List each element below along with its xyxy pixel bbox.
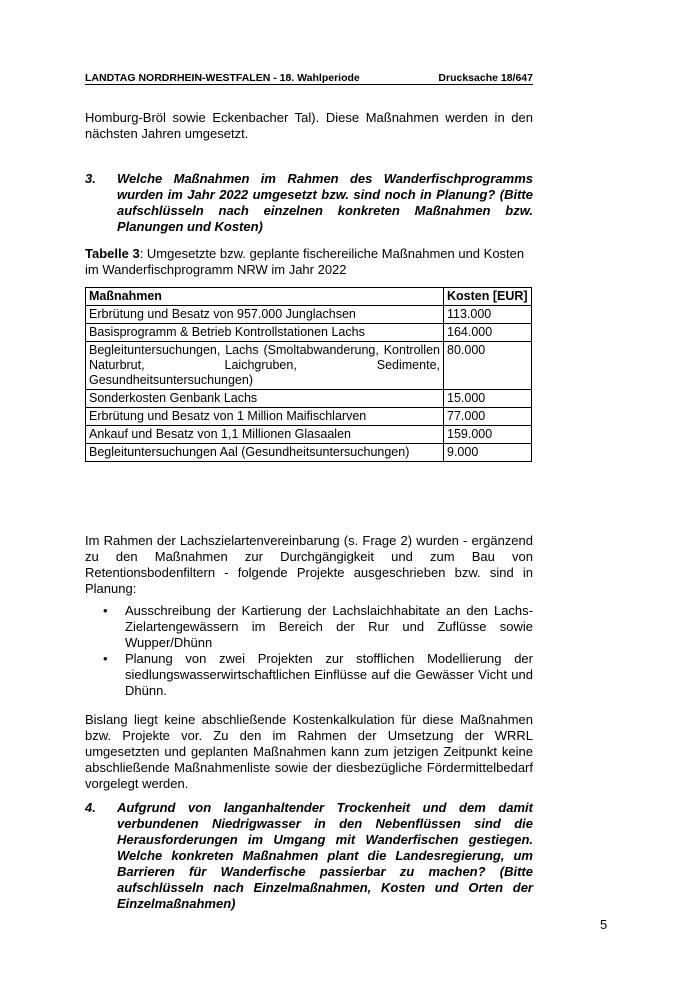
question-3-number: 3.: [85, 171, 96, 186]
cost-cell: 113.000: [444, 306, 532, 324]
page-number: 5: [600, 917, 608, 932]
measure-cell: Basisprogramm & Betrieb Kontrollstationen Lachs: [86, 324, 444, 342]
table-row: [86, 390, 532, 408]
cost-cell: 9.000: [444, 444, 532, 462]
header-document-number: Drucksache 18/647: [438, 72, 533, 84]
measure-cell: Ankauf und Besatz von 1,1 Millionen Glasaalen: [86, 426, 444, 444]
table-header-row: [86, 288, 532, 306]
costs-paragraph: Bislang liegt keine abschließende Kostenkalkulation für diese Maßnahmen bzw. Projekte vor. Zu den im Rahmen der Umsetzung der WRRL umgesetzten und geplanten Maßnahmen kann zum jetzigen Zeitpunkt keine abschließende Maßnahmenliste sowie der diesbezügliche Fördermittelbedarf vorgelegt werden.: [85, 712, 533, 791]
question-4-number: 4.: [85, 800, 96, 815]
question-4-text: Aufgrund von langanhaltender Trockenheit und dem damit verbundenen Niedrigwasser in den Nebenflüssen sind die Herausforderungen im Umgang mit Wanderfischen gestiegen. Welche konkreten Maßnahmen plant die Landesregierung, um Barrieren für Wanderfische passierbar zu machen? (Bitte aufschlüsseln nach Einzelmaßnahmen, Kosten und Orten der Einzelmaßnahmen): [117, 800, 533, 911]
cost-cell: 164.000: [444, 324, 532, 342]
intro-paragraph: Homburg-Bröl sowie Eckenbacher Tal). Diese Maßnahmen werden in den nächsten Jahren umgesetzt.: [85, 110, 533, 141]
list-item-text: Ausschreibung der Kartierung der Lachslaichhabitate an den Lachs-Zielartengewässern im Bereich der Rur und Zuflüsse sowie Wupper/Dhünn: [125, 603, 533, 650]
list-item: [85, 651, 533, 699]
table-row: [86, 408, 532, 426]
measure-cell: Sonderkosten Genbank Lachs: [86, 390, 444, 408]
measure-cell: Erbrütung und Besatz von 957.000 Junglachsen: [86, 306, 444, 324]
table-caption: [85, 246, 533, 278]
question-3: [85, 171, 533, 235]
header-title: LANDTAG NORDRHEIN-WESTFALEN - 18. Wahlperiode: [85, 72, 360, 84]
table-row: [86, 426, 532, 444]
table-row: [86, 324, 532, 342]
measure-cell: Erbrütung und Besatz von 1 Million Maifischlarven: [86, 408, 444, 426]
cost-cell: 80.000: [444, 342, 532, 390]
header-measures: Maßnahmen: [86, 288, 444, 306]
header-divider: [85, 84, 533, 85]
list-item: [85, 603, 533, 651]
table-caption-text: : Umgesetzte bzw. geplante fischereiliche Maßnahmen und Kosten im Wanderfischprogramm NRW im Jahr 2022: [85, 246, 525, 277]
bullet-icon: •: [103, 651, 108, 666]
measures-table: [85, 287, 532, 462]
table-row: [86, 306, 532, 324]
table-row: [86, 444, 532, 462]
bullet-icon: •: [103, 603, 108, 618]
cost-cell: 77.000: [444, 408, 532, 426]
projects-list: [85, 603, 533, 699]
projects-paragraph: Im Rahmen der Lachszielartenvereinbarung (s. Frage 2) wurden - ergänzend zu den Maßnahmen zur Durchgängigkeit und zum Bau von Retentionsbodenfiltern - folgende Projekte ausgeschrieben bzw. sind in Planung:: [85, 533, 533, 596]
question-3-text: Welche Maßnahmen im Rahmen des Wanderfischprogramms wurden im Jahr 2022 umgesetzt bzw. sind noch in Planung? (Bitte aufschlüsseln nach einzelnen konkreten Maßnahmen bzw. Planungen und Kosten): [117, 171, 533, 234]
measure-cell: Begleituntersuchungen Aal (Gesundheitsuntersuchungen): [86, 444, 444, 462]
list-item-text: Planung von zwei Projekten zur stofflichen Modellierung der siedlungswasserwirtschaftlichen Einflüsse auf die Gewässer Vicht und Dhünn.: [125, 651, 533, 698]
table-row: [86, 342, 532, 390]
table-caption-label: Tabelle 3: [85, 246, 140, 261]
page-header: [85, 70, 533, 84]
header-costs: Kosten [EUR]: [444, 288, 532, 306]
cost-cell: 159.000: [444, 426, 532, 444]
measure-cell: Begleituntersuchungen, Lachs (Smoltabwanderung, Kontrollen Naturbrut, Laichgruben, Sedimente, Gesundheitsuntersuchungen): [86, 342, 444, 390]
cost-cell: 15.000: [444, 390, 532, 408]
question-4: [85, 800, 533, 912]
